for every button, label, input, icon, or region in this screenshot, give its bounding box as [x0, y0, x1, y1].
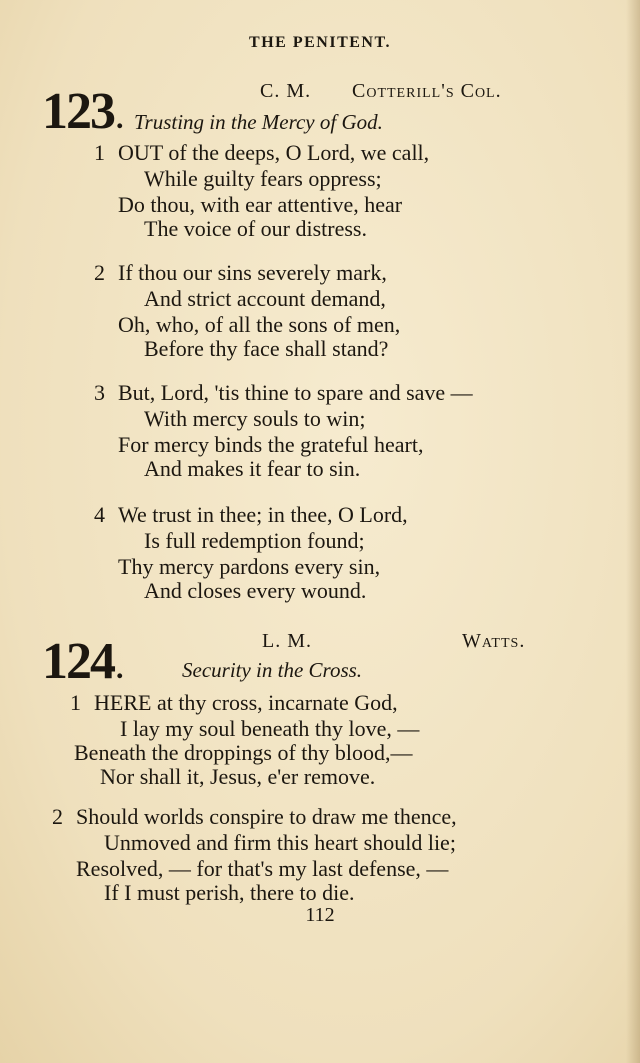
stanza-number: 2: [94, 260, 105, 285]
verse-line: 4 We trust in thee; in thee, O Lord,: [94, 502, 408, 527]
verse-line: Beneath the droppings of thy blood,—: [74, 740, 413, 765]
running-head: THE PENITENT.: [249, 34, 391, 51]
verse-line: I lay my soul beneath thy love, —: [120, 716, 420, 741]
verse-line: If I must perish, there to die.: [104, 880, 355, 905]
verse-line: With mercy souls to win;: [144, 406, 366, 431]
verse-line: 1 OUT of the deeps, O Lord, we call,: [94, 140, 430, 165]
verse-line: Resolved, — for that's my last defense, —: [76, 856, 449, 881]
verse-line: 2 If thou our sins severely mark,: [94, 260, 387, 285]
verse-line: Unmoved and firm this heart should lie;: [104, 830, 456, 855]
stanza-number: 4: [94, 502, 105, 527]
hymn-number: 124.: [42, 633, 122, 690]
verse-line: Before thy face shall stand?: [144, 336, 389, 361]
verse-line: Thy mercy pardons every sin,: [118, 554, 381, 579]
stanza-number: 3: [94, 380, 105, 405]
verse-line: For mercy binds the grateful heart,: [118, 432, 424, 457]
page-number: 112: [305, 904, 335, 926]
hymn-subtitle: Security in the Cross.: [182, 658, 363, 682]
verse-line: Nor shall it, Jesus, e'er remove.: [100, 764, 376, 789]
hymn-tune: Cotterill's Col.: [352, 80, 502, 102]
verse-line: And strict account demand,: [144, 286, 386, 311]
hymn-number: 123.: [42, 83, 122, 140]
verse-line: Oh, who, of all the sons of men,: [118, 312, 401, 337]
verse-line: Is full redemption found;: [144, 528, 365, 553]
verse-line: And makes it fear to sin.: [144, 456, 361, 481]
stanza-number: 2: [52, 804, 63, 829]
verse-line: Do thou, with ear attentive, hear: [118, 192, 403, 217]
stanza-number: 1: [94, 140, 105, 165]
verse-line: And closes every wound.: [144, 578, 367, 603]
hymn-meter: L. M.: [262, 630, 312, 652]
hymn-subtitle: Trusting in the Mercy of God.: [134, 110, 383, 134]
hymn-tune: Watts.: [462, 630, 526, 652]
verse-line: 2 Should worlds conspire to draw me thence,: [52, 804, 457, 829]
verse-line: While guilty fears oppress;: [144, 166, 382, 191]
verse-line: The voice of our distress.: [144, 216, 367, 241]
hymn-meter: C. M.: [260, 80, 312, 102]
verse-line: 1 HERE at thy cross, incarnate God,: [70, 690, 398, 715]
stanza-number: 1: [70, 690, 81, 715]
verse-line: 3 But, Lord, 'tis thine to spare and save —: [94, 380, 473, 405]
